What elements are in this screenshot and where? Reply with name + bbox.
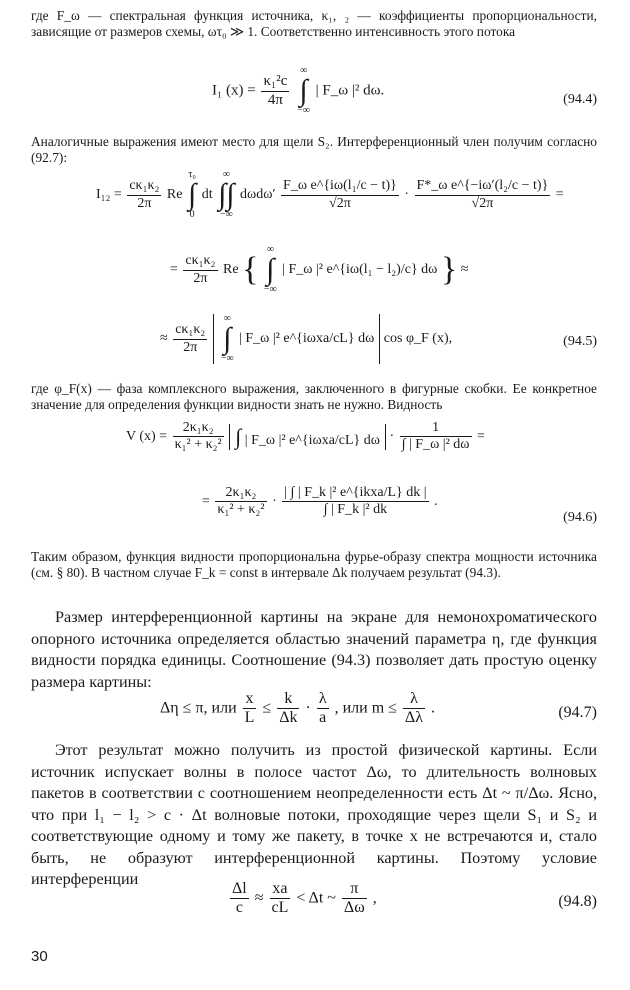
paragraph-3: где φ_F(x) — фаза комплексного выражения, заключенного в фигурные скобки. Ее конкретное значение для определения функции видности знать не нужно. Видность [31,381,597,412]
paragraph-2: Аналогичные выражения имеют место для щели S₂. Интерференционный член получим согласно (92.7): [31,134,597,165]
equation-label-94-7: (94.7) [558,704,597,721]
integral-sign: τ₀ ∫ 0 [187,169,197,220]
equation-94-5-line-1: I₁₂ = $\frac{\text{cκ₁κ₂}}{2\pi}$ Re τ₀ ∫ 0 dt ∞ ∫∫ −∞ dωdω′ $\frac{\text{F\_ω e\textasciicircum{}\{iω(l₁/c − t)\}}}{√2\pi}$ · $\frac{\text{F*\_ω e\textasciicircum{}\{−iω′(l₂/c − t)\}}}{√2\pi}$ = [96,169,564,220]
equation-94-5-line-3: ≈ $\frac{\text{cκ₁κ₂}}{2\pi}$ ∞ ∫ −∞ | F_ω |² e^{iωxa/cL} dω cos φ_F (x), [160,313,453,364]
equation-label-94-6: (94.6) [563,510,597,525]
equation-label-94-5: (94.5) [563,334,597,349]
integral-sign: ∞ ∫ −∞ [220,313,234,364]
integral-sign: ∞ ∫ −∞ [297,65,310,116]
double-integral-sign: ∞ ∫∫ −∞ [218,169,235,220]
equation-label-94-8: (94.8) [558,893,597,910]
equation-94-8: $\frac{\Delta l}{c}$ ≈ $\frac{xa}{cL}$ < Δt ~ $\frac{\pi}{\Delta\omega}$ , [232,880,377,917]
equation-94-5-line-2: = $\frac{\text{cκ₁κ₂}}{2\pi}$ Re { ∞ ∫ −∞ | F_ω |² e^{iω(l₁ − l₂)/c} dω } ≈ [170,244,469,295]
equation-94-6-line-2: = $\frac{\text{2κ₁κ₂}}{\text{κ₁² + κ₂²}}$ · | ∫ | F_k |² e^{ikxa/L} dk | ∫ | F_k |² dk . [202,485,438,518]
paragraph-4: Таким образом, функция видности пропорциональна фурье-образу спектра мощности источника (см. § 80). В частном случае F_k = const в интервале Δk получаем результат (94.3). [31,549,597,580]
equation-label-94-4: (94.4) [563,92,597,107]
integral-sign: ∞ ∫ −∞ [263,244,277,295]
equation-94-4: I₁ (x) = $\frac{\text{κ₁²c}}{4\pi}$ ∞ ∫ −∞ | F_ω |² dω. [212,65,385,116]
paragraph-6: Этот результат можно получить из простой физической картины. Если источник испускает волны в полосе частот Δω, то длительность волновых пакетов в соответствии с соотношением неопределенности есть Δt ~ π/Δω. Ясно, что при l₁ − l₂ > c · Δt волновые потоки, проходящие через щели S₁ и S₂ и соответствующие одному и тому же пакету, в точке x не встречаются и, стало быть, не образуют интерференционной картины. Поэтому условие интерференции [31,741,597,888]
paragraph-5: Размер интерференционной картины на экране для немонохроматического опорного источника определяется областью значений параметра η, где функция видности порядка единицы. Соотношение (94.3) позволяет дать простую оценку размера картины: [31,608,597,691]
paragraph-1: где F_ω — спектральная функция источника, κ₁, ₂ — коэффициенты пропорциональности, зависящие от размеров схемы, ωτ₀ ≫ 1. Соответственно интенсивность этого потока [31,8,597,39]
page-number: 30 [31,948,48,965]
equation-94-7: Δη ≤ π, или $\frac{x}{L}$ ≤ $\frac{k}{\Delta k}$ · $\frac{\lambda}{a}$ , или m ≤ $\frac{\lambda}{\Delta\lambda}$ . [160,690,435,727]
equation-94-6-line-1: V (x) = $\frac{\text{2κ₁κ₂}}{\text{κ₁² + κ₂²}}$ ∫ | F_ω |² e^{iωxa/cL} dω · $\frac{1}{\text{∫ | F\_ω |² dω}}$ = [126,420,485,453]
